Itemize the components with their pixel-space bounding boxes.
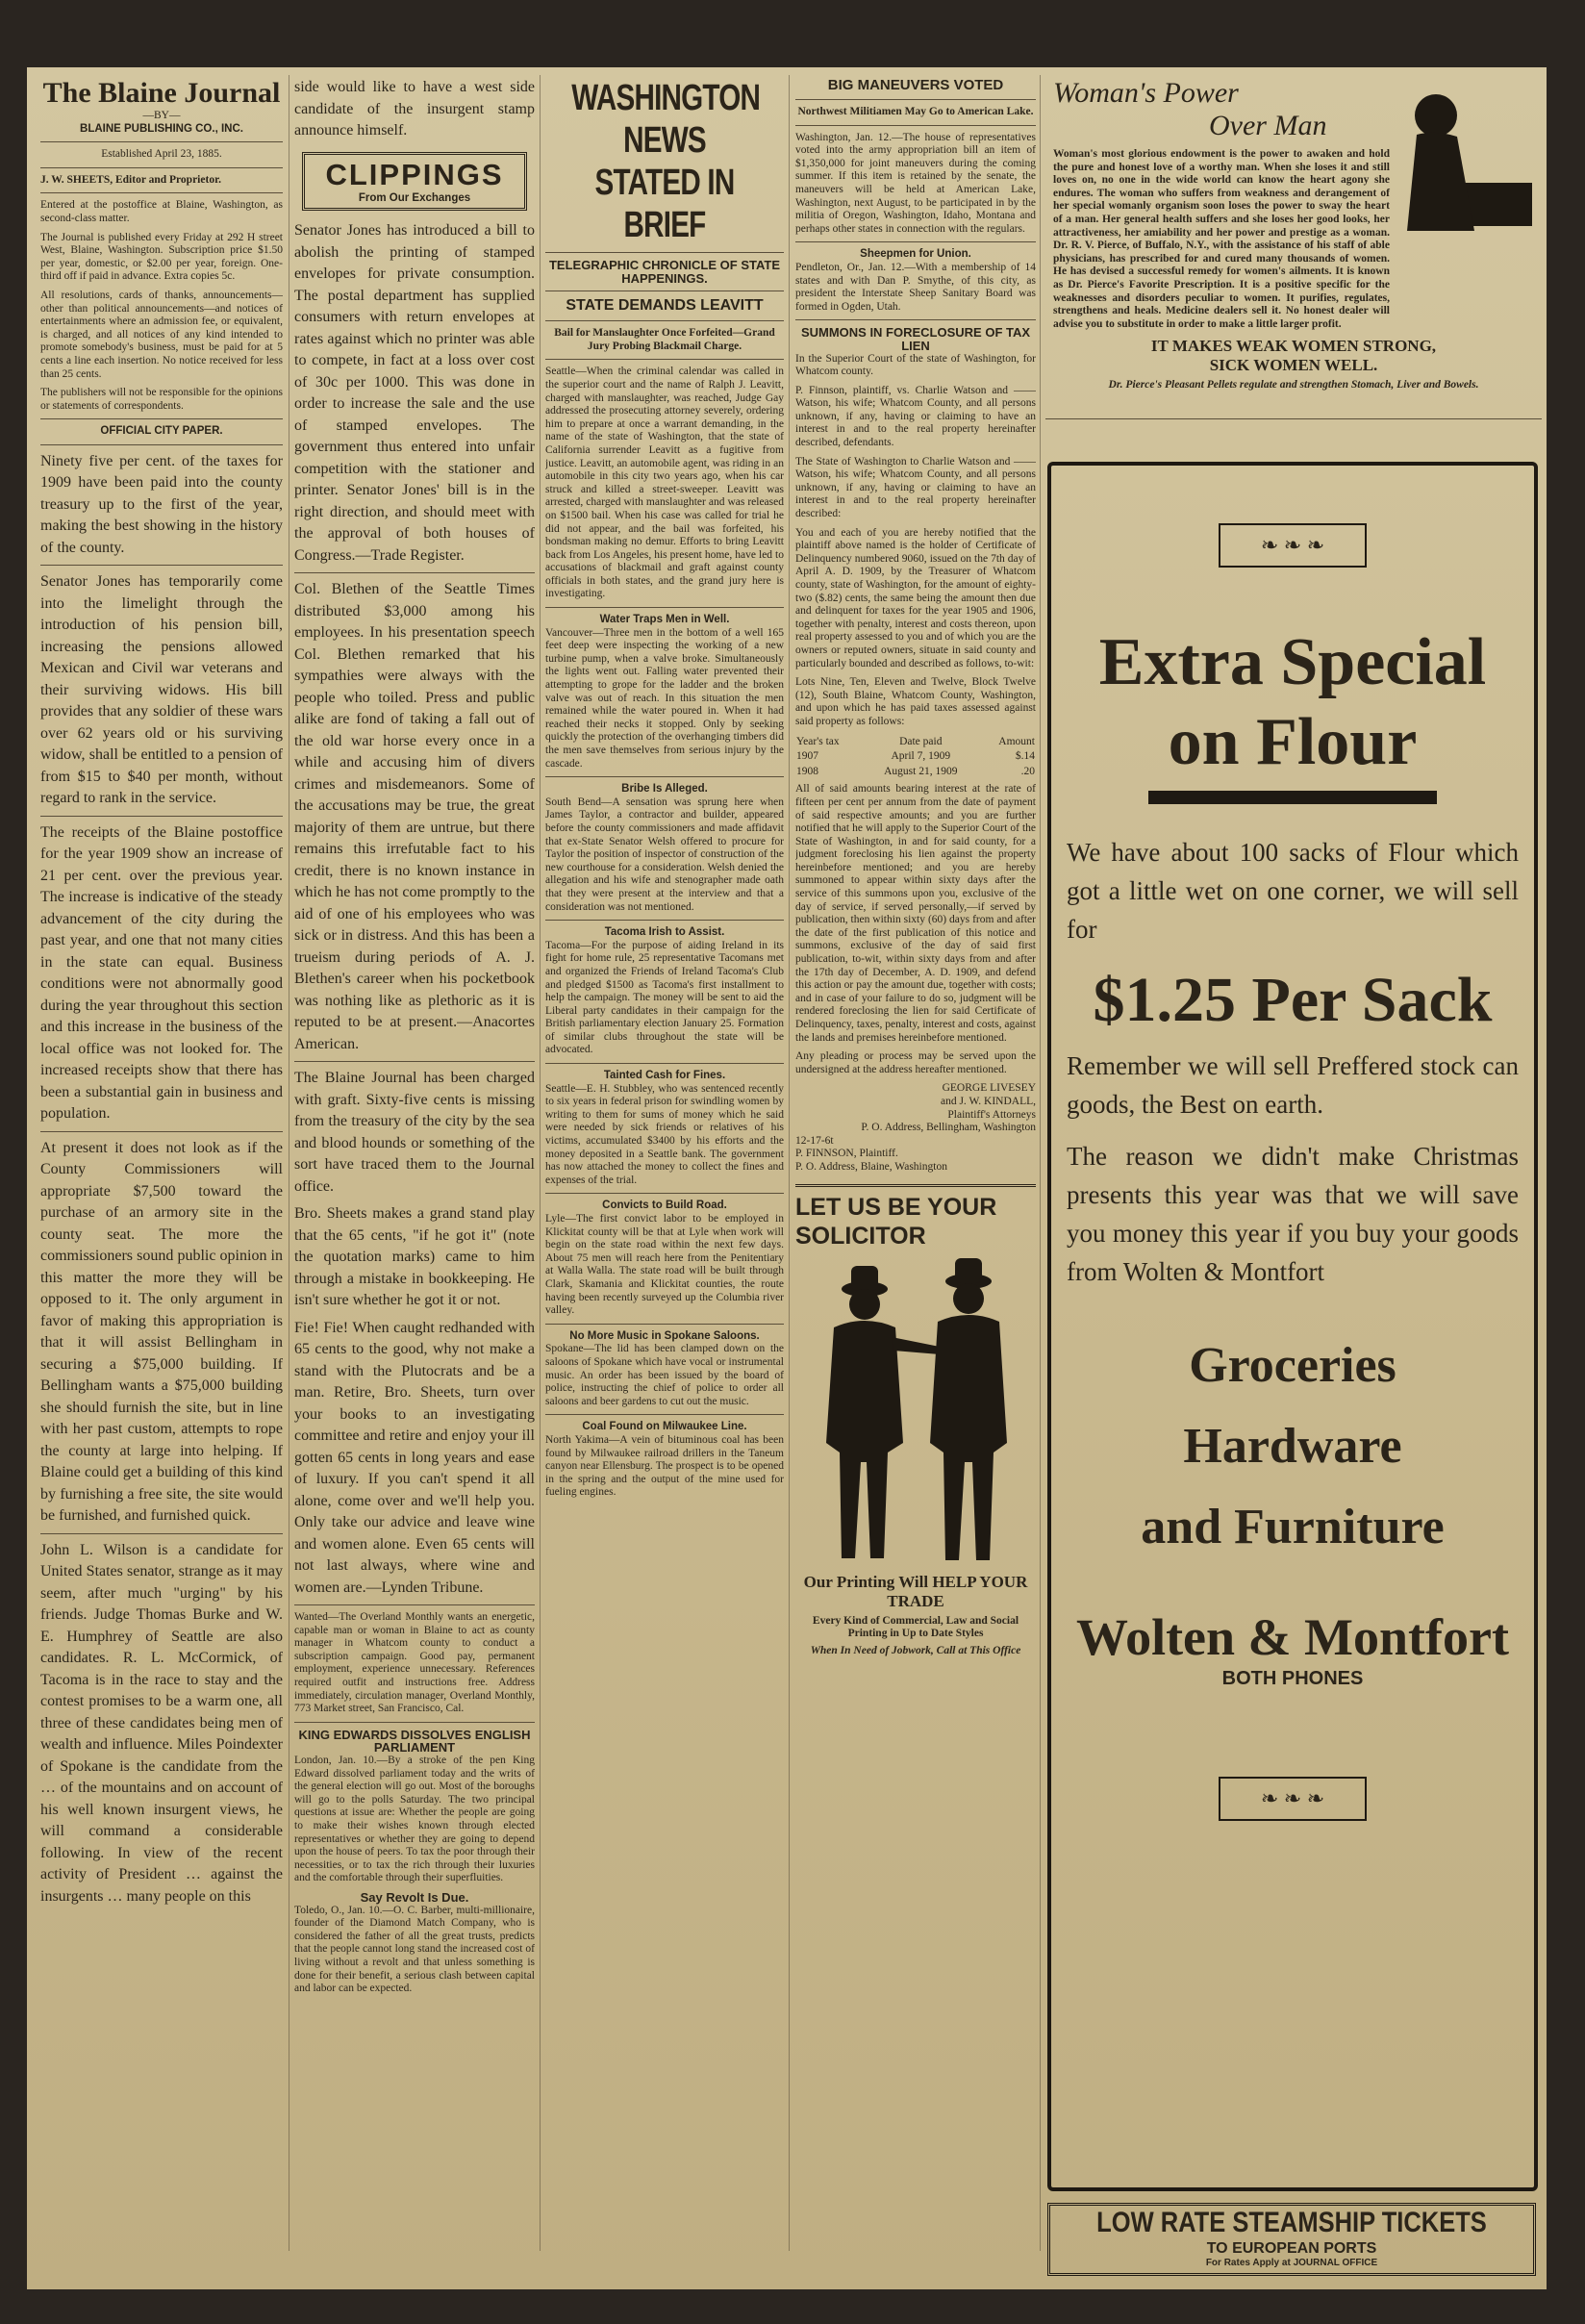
signature: Plaintiff's Attorneys xyxy=(947,1108,1036,1121)
irish-body: Tacoma—For the purpose of aiding Ireland in its fight for home rule, 25 representative Tacomans met and organized the Friends of Ireland Tacoma's Club and pledged $1500 as Tacoma's first installment to help the campaign. The money will be sent to aid the Liberal party candidates in their campaign for the British parliamentary election January 25. Formation of similar clubs throughout the state will be advocated. xyxy=(545,939,784,1056)
tax-header: Amount xyxy=(998,735,1035,747)
publisher: BLAINE PUBLISHING CO., INC. xyxy=(80,122,243,135)
summons-notified: You and each of you are hereby notified that the plaintiff above named is the holder of Certificate of Delinquency numbered 9060, issued on the 7th day of April A. D. 1909, by the Treasurer of Whatcom county, state of Washington, for the amount of eighty-two ($.82) cents, the same being the amount then due and delinquent for taxes for the year 1905 and 1906, together with penalty, interest and costs thereon, upon real property assessed to you and of which you are the owners or reputed owners, situate in said county and particularly bounded and described as follows, to-wit: xyxy=(795,526,1036,669)
carryover-text: side would like to have a west side candidate of the insurgent stamp announce himself. xyxy=(294,79,535,139)
music-body: Spokane—The lid has been clamped down on the saloons of Spokane which have vocal or instrumental music. An order has been issued by the board of police, instructing the chief of police to order all saloons and beer gardens to cut out the music. xyxy=(545,1343,784,1407)
tax-table xyxy=(795,735,1036,780)
steamship-sub: TO EUROPEAN PORTS xyxy=(1206,2240,1377,2257)
water-body: Vancouver—Three men in the bottom of a well 165 feet deep were inspecting the working of a new turbine pump, when a valve broke. Simultaneously the lights went out. Falling water prevented their attempting to grope for the ladder and the broken valve was out of reach. In this situation the men remained while the water poured in. When it had reached their necks it stopped. Only by seeking quickly the protection of the overhanging timbers did the men save themselves from serious injury by the cascade. xyxy=(545,626,784,770)
solicitor-ad xyxy=(795,1193,1036,1658)
clip-envelopes: Senator Jones has introduced a bill to abolish the printing of stamped envelopes for private consumption. The postal department has supplied consumers with return envelopes at rates against which no printer was able to compete, in fact at a loss over cost of 30c per 1000. This was done in order to increase the sale and the use of stamped envelopes. The government thus entered into unfair competition with the stationer and printer. Senator Jones' bill is in the right direction, and should meet with the approval of both houses of Congress.—Trade Register. xyxy=(294,222,535,564)
summons-pleading: Any pleading or process may be served upon the undersigned at the address hereafter mentioned. xyxy=(795,1050,1036,1075)
womans-power-title-1: Woman's Power xyxy=(1053,77,1239,109)
flour-furniture: and Furniture xyxy=(1141,1500,1445,1554)
notice-subscription: The Journal is published every Friday at 292 H street West, Blaine, Washington. Subscription price $1.50 per year, domestic, or $2.00 per year, foreign. One-third off if paid in advance. Extra copies 5c. xyxy=(40,231,283,283)
notice-entered: Entered at the postoffice at Blaine, Washington, as second-class matter. xyxy=(40,199,283,224)
ornament: ❧ ❧ ❧ xyxy=(1260,1786,1325,1810)
sheepmen-body: Pendleton, Or., Jan. 12.—With a membership of 14 states and with Dan P. Smythe, of this city, as president the Interstate Sheep Sanitary Board was formed in Ogden, Utah. xyxy=(795,261,1036,313)
king-headline: KING EDWARDS DISSOLVES ENGLISH PARLIAMENT xyxy=(298,1727,531,1756)
king-body: London, Jan. 10.—By a stroke of the pen King Edward dissolved parliament today and the writs of the general election will go out. Most of the boroughs will go to the polls Saturday. The two principal questions at issue are: Whether the people are going to make their wishes known through elected representatives or whether they are going to depend upon the house of peers. To tax the poor through their necessities, or to tax the rich through their luxuries and the comfortable through their superfluities. xyxy=(294,1755,535,1884)
signature: 12-17-6t xyxy=(795,1134,834,1147)
clip-fie: Fie! Fie! When caught redhanded with 65 cents to the good, why not make a stand with the Plutocrats and be a man. Retire, Bro. Sheets, turn over your books to an investigating committee and retire and enjoy your ill gotten 65 cents in long years and ease of luxury. If you can't spend it all alone, come over and we'll help you. Only take our advice and leave wine and women alone. Even 65 cents will not last always, where wine and women are.—Lynden Tribune. xyxy=(294,1319,535,1596)
tax-cell: April 7, 1909 xyxy=(891,750,951,763)
column-rule xyxy=(540,75,541,2251)
summons-lots: Lots Nine, Ten, Eleven and Twelve, Block Twelve (12), South Blaine, Whatcom County, Washington, and upon which he has paid taxes assessed against said property as follows: xyxy=(795,676,1036,727)
table-row xyxy=(795,749,1036,765)
music-headline: No More Music in Spokane Saloons. xyxy=(569,1329,760,1342)
editorial-taxes: Ninety five per cent. of the taxes for 1909 have been paid into the county treasury up to the first of the year, making the best showing in the history of the county. xyxy=(40,452,283,556)
womans-power-tag-1: IT MAKES WEAK WOMEN STRONG, xyxy=(1150,337,1437,356)
flour-offer: We have about 100 sacks of Flour which got a little wet on one corner, we will sell for xyxy=(1067,838,1519,944)
solicitor-call: When In Need of Jobwork, Call at This Office xyxy=(810,1644,1021,1656)
cash-headline: Tainted Cash for Fines. xyxy=(603,1070,726,1082)
official-city-paper: OFFICIAL CITY PAPER. xyxy=(100,425,223,438)
ornament-box xyxy=(1219,523,1367,568)
steamship-ad xyxy=(1047,2203,1536,2276)
signature: P. O. Address, Bellingham, Washington xyxy=(861,1122,1036,1134)
column-4 xyxy=(795,77,1036,2280)
stated-in-brief-head: STATED IN BRIEF xyxy=(594,163,735,245)
tax-header: Date paid xyxy=(899,735,943,747)
signature: P. O. Address, Blaine, Washington xyxy=(795,1160,947,1173)
flour-groceries: Groceries xyxy=(1189,1338,1396,1393)
cash-body: Seattle—E. H. Stubbley, who was sentenced recently to six years in federal prison for swindling women by writing to them for sums of money which he said were needed by sick friends or relatives of his victims, accumulated $3400 by his efforts and the money deposited in a Seattle bank. The government has now attached the money to collect the fines and expenses of the trial. xyxy=(545,1082,784,1186)
flour-store-name: Wolten & Montfort xyxy=(1076,1608,1509,1666)
column-2 xyxy=(294,77,535,2280)
masthead: The Blaine Journal xyxy=(42,77,281,109)
column-3 xyxy=(545,77,784,2280)
summons-parties: P. Finnson, plaintiff, vs. Charlie Watson and —— Watson, his wife; Whatcom County, and all persons unknown, if any, having or claiming to have an interest in and to the real property hereinafter described, defendants. xyxy=(795,384,1036,449)
leavitt-body: Seattle—When the criminal calendar was called in the superior court and the name of Ralph J. Leavitt, charged with manslaughter, was reached, Judge Gay addressed the prosecuting attorney severely, ordering him to prepare at once a warrant demanding, in the name of the state of Washington, that the state of California surrender Leavitt as a fugitive from justice. Leavitt, an automobile agent, was riding in an automobile in this city two years ago, when his car struck and killed a street-sweeper. Leavitt was arrested, charged with manslaughter and was released on $1500 bail. When his case was called for trial he did not appear, and the bail was forfeited, his bondsman making no demur. Efforts to bring Leavitt back from Los Angeles, his present home, have led to accusations of blackmail and graft against county officials in both states, and the grand jury here is investigating. xyxy=(545,366,784,600)
editorial-postoffice: The receipts of the Blaine postoffice for the year 1909 show an increase of 21 per cent. over the previous year. The increase is indicative of the steady advancement of the city during the past year, and one that not many cities in the state can equal. Business conditions were not abnormally good during the year throughout this section and this increase in the business of the local office was not looked for. The increased receipts show that there has been a substantial gain in business and population. xyxy=(40,823,283,1123)
leavitt-deck: Bail for Manslaughter Once Forfeited—Grand Jury Probing Blackmail Charge. xyxy=(554,327,775,352)
steamship-note: For Rates Apply at JOURNAL OFFICE xyxy=(1205,2258,1378,2268)
steamship-headline: LOW RATE STEAMSHIP TICKETS xyxy=(1096,2207,1487,2238)
signature: GEORGE LIVESEY xyxy=(942,1082,1036,1095)
bribe-body: South Bend—A sensation was sprung here when James Taylor, a contractor and builder, appeared before the county commissioners and made affidavit that ex-State Senator Welsh offered to procure for Taylor the position of inspector of construction of the new courthouse for a consideration. Welsh denied the allegation and his wife and stenographer made oath that they were present at the interview and that a consideration was not mentioned. xyxy=(545,796,784,913)
signature: P. FINNSON, Plaintiff. xyxy=(795,1148,898,1160)
clip-sheets: Bro. Sheets makes a grand stand play that the 65 cents, "if he got it" (note the quotation marks) came to him through a mistake in bookkeeping. He isn't sure whether he got it or not. xyxy=(294,1205,535,1309)
flour-headline-2: on Flour xyxy=(1168,705,1418,779)
tax-cell: 1908 xyxy=(796,765,818,777)
notice-paid: All resolutions, cards of thanks, announcements—other than political announcements—and notices of entertainments where an admission fee, or equivalent, is charged, and all notices of any kind intended to promote somebody's business, must be paid for at 5 cents a line each insertion. No notice received for less than 25 cents. xyxy=(40,289,283,380)
summons-headline: SUMMONS IN FORECLOSURE OF TAX LIEN xyxy=(800,325,1031,353)
womans-power-ad xyxy=(1045,77,1542,419)
flour-phones: BOTH PHONES xyxy=(1221,1668,1364,1689)
masthead-by: —BY— xyxy=(142,110,181,121)
solicitor-headline: LET US BE YOUR SOLICITOR xyxy=(795,1193,997,1250)
womans-power-pellets: Dr. Pierce's Pleasant Pellets regulate and strengthen Stomach, Liver and Bowels. xyxy=(1108,379,1479,392)
leavitt-headline: STATE DEMANDS LEAVITT xyxy=(566,297,764,315)
sheepmen-headline: Sheepmen for Union. xyxy=(860,248,971,261)
bribe-headline: Bribe Is Alleged. xyxy=(621,783,708,796)
irish-headline: Tacoma Irish to Assist. xyxy=(604,926,725,939)
coal-body: North Yakima—A vein of bituminous coal has been found by Milwaukee railroad drillers in the Taneum canyon near Ellensburg. The prospect is to be opened in the spring and the output of the mine used for fueling engines. xyxy=(545,1433,784,1499)
flour-ad xyxy=(1047,462,1538,2191)
convicts-headline: Convicts to Build Road. xyxy=(602,1200,727,1212)
revolt-headline: Say Revolt Is Due. xyxy=(360,1889,469,1905)
clippings-subtitle: From Our Exchanges xyxy=(358,191,471,204)
womans-power-body: Woman's most glorious endowment is the power to awaken and hold the pure and honest love of a worthy man. When she loses it and still loves on, no one in the wide world can know the heart agony she endures. The woman who suffers from weakness and derangement of her special womanly organism soon loses the power to sway the heart of a man. Her general health suffers and she loses her good looks, her attractiveness, her amiability and her power and prestige as a woman. Dr. R. V. Pierce, of Buffalo, N.Y., with the assistance of his staff of able physicians, has prescribed for and cured many thousands of women. He has devised a successful remedy for women's ailments. It is known as Dr. Pierce's Favorite Prescription. It is a positive specific for the weaknesses and disorders peculiar to women. It purifies, regulates, strengthens and heals. Medicine dealers sell it. No honest dealer will advise you to substitute in order to make a little larger profit. xyxy=(1053,148,1390,330)
established: Established April 23, 1885. xyxy=(101,148,222,161)
column-rule xyxy=(789,75,790,2251)
flour-headline-1: Extra Special xyxy=(1098,625,1487,699)
tax-cell: $.14 xyxy=(1015,750,1035,763)
editor: J. W. SHEETS, Editor and Proprietor. xyxy=(40,173,221,186)
wanted-ad: Wanted—The Overland Monthly wants an energetic, capable man or woman in Blaine to act as county manager in Whatcom county to conduct a subscription campaign. Good pay, permanent employment, experience unnecessary. References required outfit and instructions free. Address immediately, circulation manager, Overland Monthly, 773 Market street, San Francisco, Cal. xyxy=(294,1611,535,1715)
washington-news-head: WASHINGTON NEWS xyxy=(571,78,761,161)
summons-court: In the Superior Court of the state of Washington, for Whatcom county. xyxy=(795,352,1036,378)
newspaper-page xyxy=(27,67,1547,2289)
summons-interest: All of said amounts bearing interest at the rate of fifteen per cent per annum from the date of payment of said respective amounts; and you are further notified that he will apply to the Superior Court of the State of Washington, in and for said county, for a judgment foreclosing his lien against the property hereinbefore mentioned; and you are hereby summoned to appear within sixty days after the service of this summons upon you, exclusive of the day of service, if served personally,—if served by publication, then within sixty (60) days from and after the date of the first publication of this notice and summons, exclusive of the day of said first publication, to-wit, within sixty days from and after the 17th day of December, A. D. 1909, and defend this action or pay the amount due, together with costs; and in case of your failure to do so, judgment will be rendered foreclosing the lien for said Certificate of Delinquency, taxes, penalty, interest and costs, against the lands and premises hereinbefore mentioned. xyxy=(795,783,1036,1044)
clip-graft: The Blaine Journal has been charged with graft. Sixty-five cents is missing from the treasury of the city by the sea and blood hounds or something of the sort have traced them to the Journal office. xyxy=(294,1070,535,1195)
tax-cell: August 21, 1909 xyxy=(884,765,958,777)
signature: and J. W. KINDALL, xyxy=(940,1095,1036,1107)
maneuvers-body: Washington, Jan. 12.—The house of representatives voted into the army appropriation bill an item of $1,350,000 for joint maneuvers during the coming summer. If this item is retained by the senate, the maneuvers will be held at American Lake, Washington, next August, to be participated in by the militia of Oregon, Washington, Idaho, Montana and perhaps other states in connection with the regulars. xyxy=(795,131,1036,235)
editorial-pension: Senator Jones has temporarily come into the limelight through the introduction of his pension bill, increasing the pensions allowed Mexican and Civil war veterans and their surviving widows. His bill provides that any soldier of these wars over 62 years old or his surviving widow, shall be entitled to a pension of from $15 to $40 per month, without regard to rank in the service. xyxy=(40,573,283,807)
ornament-box xyxy=(1219,1777,1367,1821)
editorial-armory: At present it does not look as if the County Commissioners will appropriate $7,500 toward the purchase of an armory site in the county seat. The more the commissioners sound public opinion in this matter the more they will be opposed to it. The only argument in favor of making this appropriation is that it will assist Bellingham in securing a $75,000 building. If Bellingham wants a $75,000 building she should furnish the site, but in line with her past custom, attempts to rope the county at large into helping. If Blaine could get a building of this kind by furnishing a free site, the site would be furnished, and furnished quick. xyxy=(40,1139,283,1525)
column-5 xyxy=(1045,77,1542,2280)
clippings-header xyxy=(302,152,527,212)
flour-underline xyxy=(1148,791,1437,804)
convicts-body: Lyle—The first convict labor to be employed in Klickitat county will be that at Lyle when work will begin on the state road within the next few days. About 75 men will reach here from the Penitentiary at Walla Walla. The state road will be built through Clark, Skamania and Klickitat counties, the route having been recently surveyed up the Columbia river valley. xyxy=(545,1213,784,1317)
flour-reason: The reason we didn't make Christmas presents this year was that we will save you money this year if you buy your goods from Wolten & Montfort xyxy=(1067,1142,1519,1286)
ornament: ❧ ❧ ❧ xyxy=(1260,533,1325,557)
summons-state: The State of Washington to Charlie Watson and —— Watson, his wife; Whatcom County, and all persons unknown, if any, having or claiming to have an interest in and to the real property hereinafter described: xyxy=(795,455,1036,520)
flour-remember: Remember we will sell Preffered stock can goods, the Best on earth. xyxy=(1067,1051,1519,1119)
maneuvers-deck: Northwest Militiamen May Go to American Lake. xyxy=(797,106,1034,117)
clippings-title: CLIPPINGS xyxy=(325,157,504,191)
womans-power-tag-2: SICK WOMEN WELL. xyxy=(1209,356,1378,375)
tax-header: Year's tax xyxy=(796,735,840,747)
tax-cell: 1907 xyxy=(796,750,818,763)
column-1 xyxy=(40,77,283,2280)
table-row xyxy=(795,765,1036,780)
water-headline: Water Traps Men in Well. xyxy=(599,614,730,626)
solicitor-kinds: Every Kind of Commercial, Law and Social Printing in Up to Date Styles xyxy=(812,1614,1019,1640)
column-rule xyxy=(1040,75,1041,2251)
woman-portrait-illustration xyxy=(1397,77,1532,240)
revolt-body: Toledo, O., Jan. 10.—O. C. Barber, multi-millionaire, founder of the Diamond Match Company, who is considered the father of all the great trusts, predicts that the people cannot long stand the increased cost of living without a revolt and that unless something is done for their benefit, a serious clash between capital and labor can be expected. xyxy=(294,1904,535,1995)
notice-publishers: The publishers will not be responsible for the opinions or statements of correspondents. xyxy=(40,387,283,412)
flour-hardware: Hardware xyxy=(1183,1419,1402,1474)
maneuvers-headline: BIG MANEUVERS VOTED xyxy=(827,77,1004,93)
womans-power-title-2: Over Man xyxy=(1209,110,1327,141)
flour-price: $1.25 Per Sack xyxy=(1093,965,1493,1035)
two-men-illustration xyxy=(795,1250,1036,1568)
telegraphic-sub: TELEGRAPHIC CHRONICLE OF STATE HAPPENINGS. xyxy=(548,258,781,286)
tax-cell: .20 xyxy=(1020,765,1035,777)
editorial-senator: John L. Wilson is a candidate for United States senator, strange as it may seem, after much "urging" by his friends. Judge Thomas Burke and W. E. Humphrey of Seattle are also candidates. R. L. McCormick, of Tacoma is in the race to stay and the contest promises to be a warm one, all three of these candidates being men of wealth and influence. Miles Poindexter of Spokane is the candidate from the … of the mountains and on account of his well known insurgent views, he will command a considerable following. In view of the recent activity of President … against the insurgents … many people on this xyxy=(40,1541,283,1905)
solicitor-help: Our Printing Will HELP YOUR TRADE xyxy=(803,1572,1028,1610)
coal-headline: Coal Found on Milwaukee Line. xyxy=(582,1421,747,1433)
clip-blethen: Col. Blethen of the Seattle Times distributed $3,000 among his employees. In his presentation speech Col. Blethen remarked that his sympathies were always with the people who toiled. Press and public alike are fond of taking a fall out of the old war horse every once in a while and accusing him of divers crimes and misdemeanors. Some of the accusations may be true, the great majority of them are untrue, but there remains this irrefutable fact to his credit, there is no known instance in which he has not come promptly to the aid of one of his employees who was sick or in distress. And this has been a trueism during periods of A. J. Blethen's career when his pocketbook was nothing like as plethoric as it is reputed to be at present.—Anacortes American. xyxy=(294,581,535,1052)
